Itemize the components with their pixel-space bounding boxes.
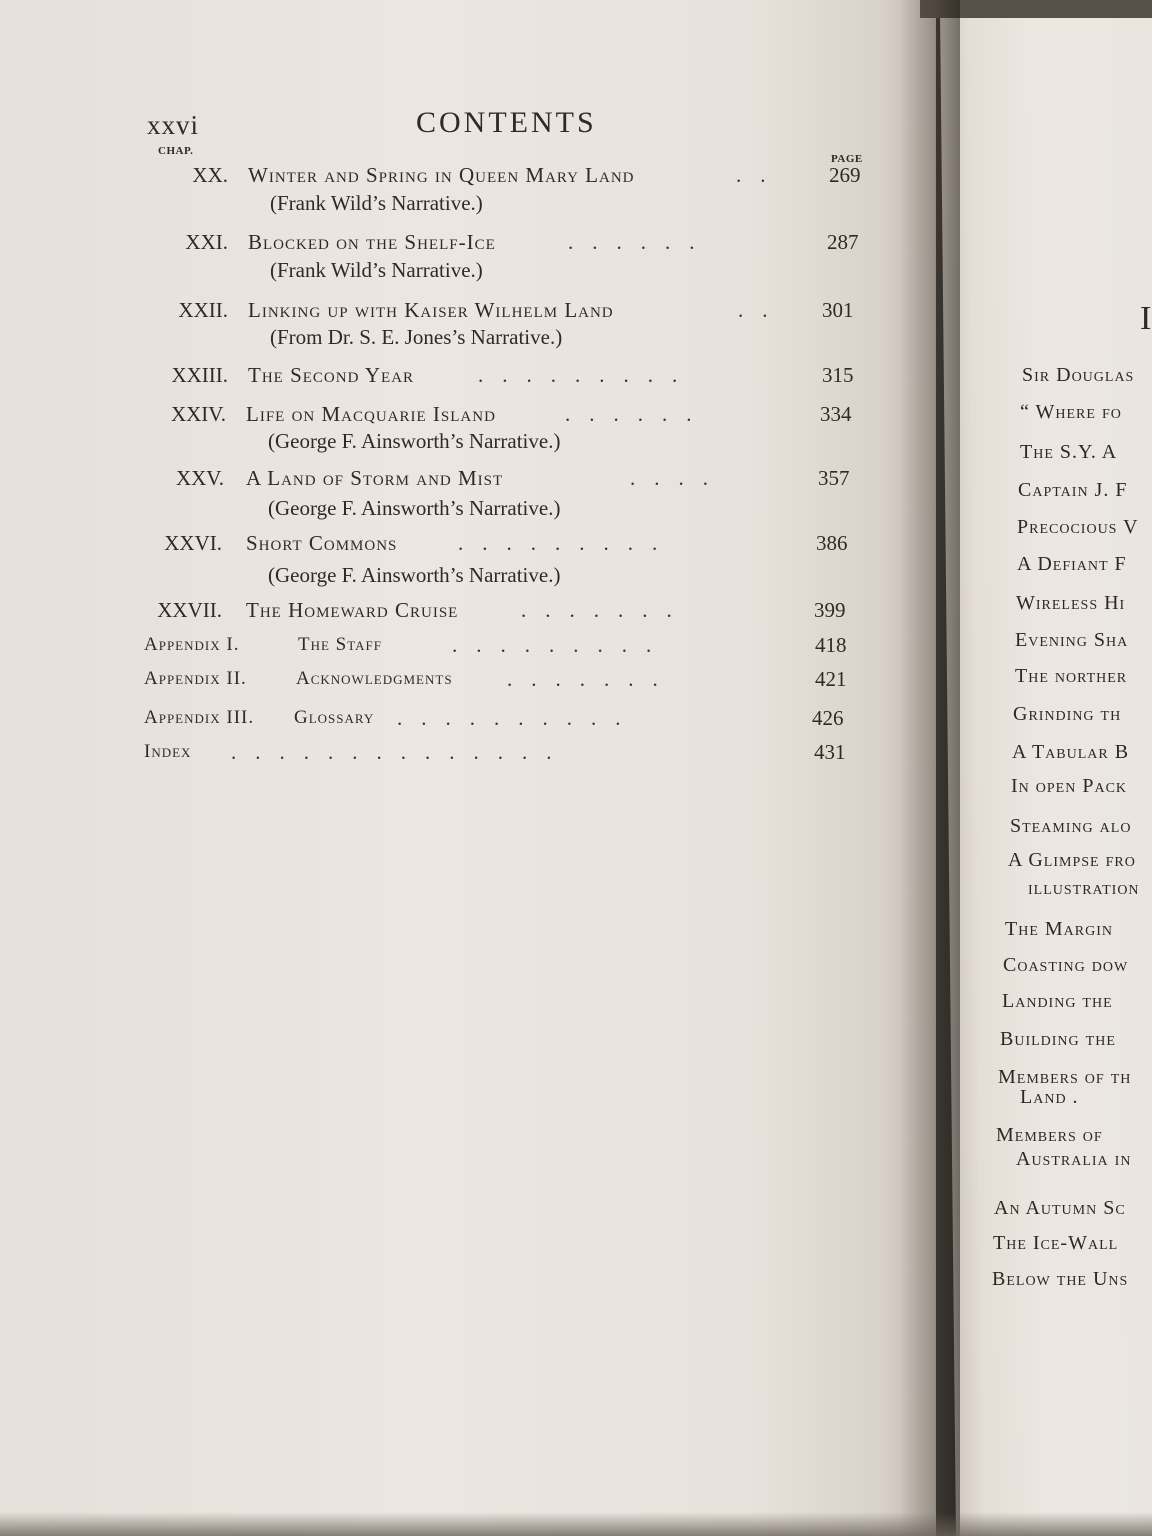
appendix-label: Appendix III.: [144, 707, 255, 728]
narrative-attribution: (George F. Ainsworth’s Narrative.): [268, 496, 561, 520]
page-number: 386: [816, 531, 848, 555]
narrative-attribution: (George F. Ainsworth’s Narrative.): [268, 429, 561, 453]
chapter-numeral: XXIV.: [170, 402, 226, 426]
page-number: 315: [822, 363, 854, 387]
chapter-title: A Land of Storm and Mist: [246, 466, 504, 490]
appendix-label: Appendix II.: [144, 668, 247, 689]
chapter-title: Life on Macquarie Island: [246, 402, 496, 426]
illustration-list-item: Below the Uns: [992, 1268, 1129, 1290]
chapter-numeral: XXII.: [178, 298, 228, 322]
toc-entry: [0, 229, 900, 255]
toc-entry: [0, 597, 900, 623]
appendix-entry: [0, 666, 900, 692]
right-page: [940, 7, 1152, 1536]
illustration-list-item: illustration: [1028, 877, 1140, 899]
illustration-list-item: Wireless Hi: [1016, 592, 1126, 614]
dot-leaders: .........: [452, 633, 671, 657]
chapter-numeral: XXV.: [175, 466, 224, 490]
illustration-list-item: Steaming alo: [1010, 815, 1132, 837]
illustration-list-item: A Defiant F: [1017, 553, 1127, 575]
chap-column-label: CHAP.: [158, 145, 194, 157]
illustration-list-item: The Margin: [1005, 918, 1113, 940]
appendix-label: Index: [144, 741, 192, 762]
page-number: 334: [820, 402, 852, 426]
chapter-title: Winter and Spring in Queen Mary Land: [248, 163, 635, 187]
dot-leaders: .........: [478, 363, 697, 387]
chapter-numeral: XXVII.: [157, 598, 222, 622]
running-head: CONTENTS: [416, 106, 597, 139]
appendix-title: Glossary: [294, 707, 375, 728]
chapter-numeral: XXIII.: [171, 363, 228, 387]
illustration-list-item: Captain J. F: [1018, 479, 1128, 501]
appendix-entry: [0, 632, 900, 658]
illustration-list-item: A Glimpse fro: [1008, 849, 1136, 871]
chapter-title: The Homeward Cruise: [246, 598, 459, 622]
illustration-list-item: The S.Y. A: [1020, 441, 1118, 463]
page-number: 431: [814, 740, 846, 764]
dot-leaders: ......: [565, 402, 711, 426]
illustration-list-item: Landing the: [1002, 990, 1113, 1012]
page-gutter: [900, 0, 960, 1536]
narrative-attribution: (Frank Wild’s Narrative.): [270, 258, 483, 282]
illustration-list-item: “ Where fo: [1020, 401, 1122, 423]
dot-leaders: ..............: [231, 740, 571, 764]
chapter-numeral: XXI.: [185, 230, 228, 254]
page-number: 287: [827, 230, 859, 254]
narrative-attribution: (Frank Wild’s Narrative.): [270, 191, 483, 215]
illustration-list-item: Building the: [1000, 1028, 1116, 1050]
toc-entry: [0, 401, 900, 427]
illustration-list-item: Coasting dow: [1003, 954, 1129, 976]
chapter-numeral: XXVI.: [164, 531, 222, 555]
illustration-list-item: In open Pack: [1011, 775, 1128, 797]
appendix-title: The Staff: [298, 634, 382, 655]
chapter-title: The Second Year: [248, 363, 415, 387]
page-number: 399: [814, 598, 846, 622]
toc-entry: [0, 465, 900, 491]
appendix-label: Appendix I.: [144, 634, 240, 655]
page-number: 357: [818, 466, 850, 490]
appendix-entry: [0, 705, 900, 731]
toc-entry: [0, 162, 900, 188]
dot-leaders: .........: [458, 531, 677, 555]
page-number: 301: [822, 298, 854, 322]
illustration-list-item: An Autumn Sc: [994, 1197, 1126, 1219]
illustration-list-item: Members of: [996, 1124, 1103, 1146]
dot-leaders: .......: [521, 598, 691, 622]
illustration-list-item: Land .: [1020, 1086, 1079, 1108]
dot-leaders: ....: [630, 466, 727, 490]
toc-entry: [0, 297, 900, 323]
illustration-list-item: A Tabular B: [1012, 741, 1130, 763]
page-number: 269: [829, 163, 861, 187]
illustration-list-item: Australia in: [1016, 1148, 1132, 1170]
narrative-attribution: (George F. Ainsworth’s Narrative.): [268, 563, 561, 587]
dot-leaders: ..: [736, 163, 785, 187]
illustration-list-item: The norther: [1015, 665, 1128, 687]
page-column-label: PAGE: [831, 153, 863, 165]
narrative-attribution: (From Dr. S. E. Jones’s Narrative.): [270, 325, 563, 349]
book-bottom-edge: [0, 1512, 1152, 1536]
chapter-title: Short Commons: [246, 531, 398, 555]
illustration-list-item: Grinding th: [1013, 703, 1122, 725]
page-number: 426: [812, 706, 844, 730]
page-number: 418: [815, 633, 847, 657]
appendix-entry: [0, 739, 900, 765]
illustration-list-item: Members of th: [998, 1066, 1132, 1088]
illustration-list-item: Sir Douglas: [1022, 364, 1135, 386]
dot-leaders: ..: [738, 298, 787, 322]
dot-leaders: ......: [568, 230, 714, 254]
page-folio: xxvi: [147, 110, 200, 140]
chapter-numeral: XX.: [192, 163, 228, 187]
toc-entry: [0, 362, 900, 388]
toc-entry: [0, 530, 900, 556]
chapter-title: Blocked on the Shelf-Ice: [248, 230, 496, 254]
dot-leaders: ..........: [397, 706, 640, 730]
illustration-list-item: Evening Sha: [1015, 629, 1129, 651]
page-number: 421: [815, 667, 847, 691]
right-page-heading: I: [1140, 300, 1152, 337]
dot-leaders: .......: [507, 667, 677, 691]
appendix-title: Acknowledgments: [296, 668, 453, 689]
chapter-title: Linking up with Kaiser Wilhelm Land: [248, 298, 614, 322]
illustration-list-item: Precocious V: [1017, 516, 1139, 538]
illustration-list-item: The Ice-Wall: [993, 1232, 1119, 1254]
